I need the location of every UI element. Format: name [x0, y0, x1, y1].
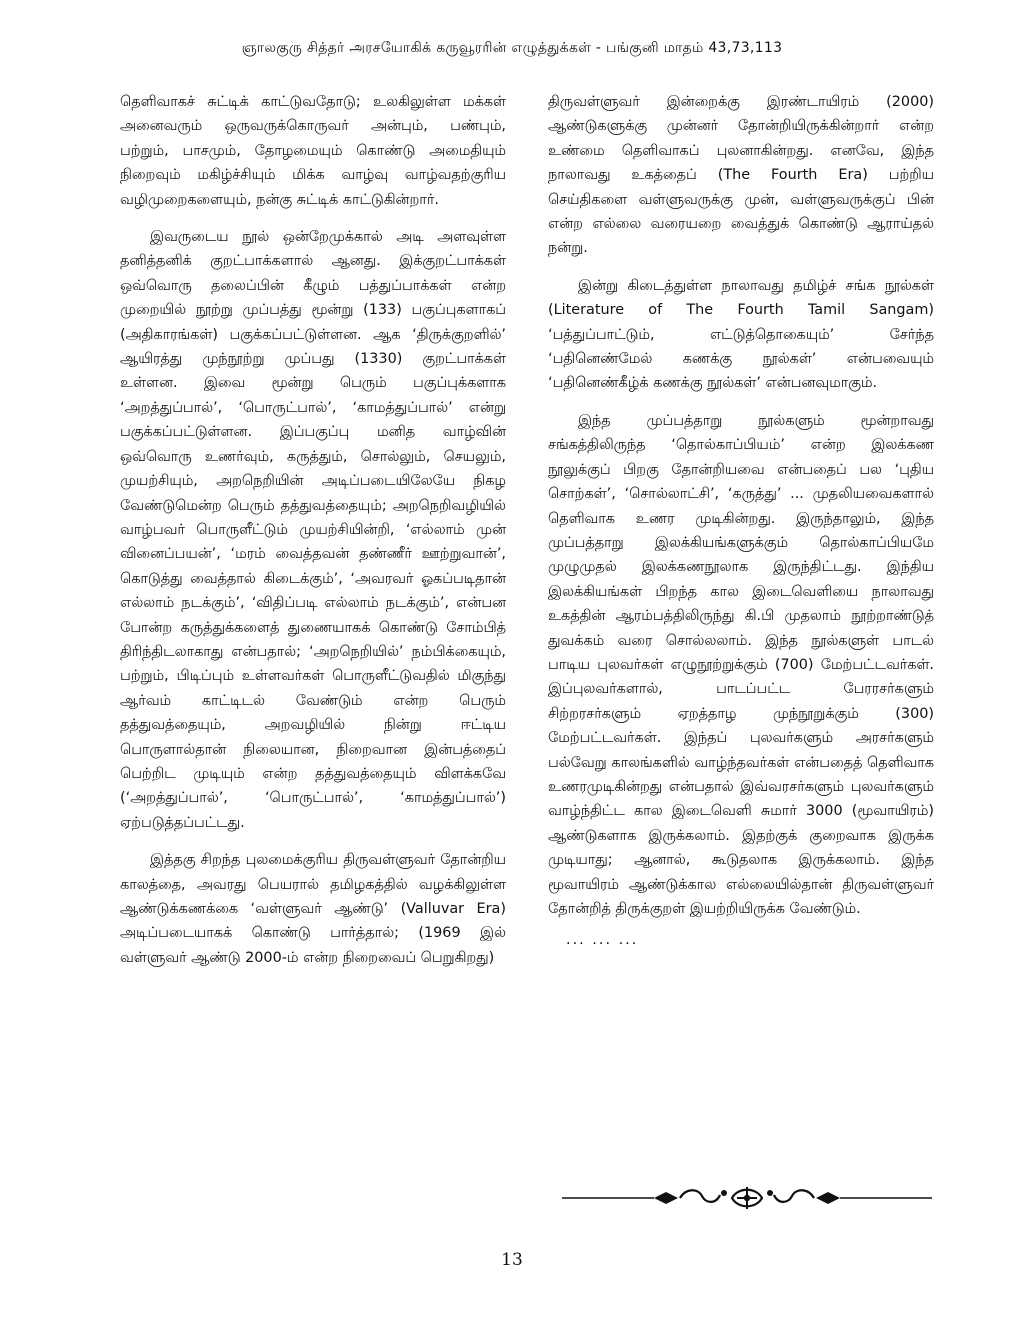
running-header: ஞாலகுரு சித்தர் அரசயோகிக் கருவூரரின் எழுத்துக்கள் - பங்குனி மாதம் 43,73,113: [241, 40, 783, 56]
paragraph: இந்த முப்பத்தாறு நூல்களும் மூன்றாவது சங்கத்திலிருந்த ‘தொல்காப்பியம்’ என்ற இலக்கண நூலுக்குப் பிறகு தோன்றியவை என்பதைப் பல ‘புதிய சொற்கள்’, ‘சொல்லாட்சி’, ‘கருத்து’ ... முதலியவைகளால் தெளிவாக உணர முடிகின்றது. இருந்தாலும், இந்த முப்பத்தாறு இலக்கியங்களுக்கும் தொல்காப்பியமே முழுமுதல் இலக்கணநூலாக இருந்திட்டது. இந்திய இலக்கியங்கள் பிறந்த கால இடைவெளியை நாலாவது உகத்தின் ஆரம்பத்திலிருந்து கி.பி முதலாம் நூற்றாண்டுத் துவக்கம் வரை சொல்லலாம். இந்த நூல்களுள் பாடல் பாடிய புலவர்கள் எழுநூற்றுக்கும் (700) மேற்பட்டவர்கள். இப்புலவர்களால், பாடப்பட்ட பேரரசர்களும் சிற்றரசர்களும் ஏறத்தாழ முந்நூறுக்கும் (300) மேற்பட்டவர்கள். இந்தப் புலவர்களும் அரசர்களும் பல்வேறு காலங்களில் வாழ்ந்தவர்கள் என்பதைத் தெளிவாக உணரமுடிகின்றது என்பதால் இவ்வரசர்களும் புலவர்களும் வாழ்ந்திட்ட கால இடைவெளி சுமார் 3000 (மூவாயிரம்) ஆண்டுகளாக இருக்கலாம். இதற்குக் குறைவாக இருக்க முடியாது; ஆனால், கூடுதலாக இருக்கலாம். இந்த மூவாயிரம் ஆண்டுக்கால எல்லையில்தான் திருவள்ளுவர் தோன்றித் திருக்குறள் இயற்றியிருக்க வேண்டும்.: [548, 412, 934, 917]
right-column: [548, 90, 934, 966]
paragraph: இன்று கிடைத்துள்ள நாலாவது தமிழ்ச் சங்க நூல்கள் (Literature of The Fourth Tamil Sangam) ‘பத்துப்பாட்டும், எட்டுத்தொகையும்’ சேர்ந்த ‘பதினெண்மேல் கணக்கு நூல்கள்’ என்பவையும் ‘பதினெண்கீழ்க் கணக்கு நூல்கள்’ என்பனவுமாகும்.: [548, 277, 934, 392]
left-column: [120, 90, 506, 983]
paragraph: திருவள்ளுவர் இன்றைக்கு இரண்டாயிரம் (2000) ஆண்டுகளுக்கு முன்னர் தோன்றியிருக்கின்றார் என்ற உண்மை தெளிவாகப் புலனாகின்றது. எனவே, இந்த நாலாவது உகத்தைப் (The Fourth Era) பற்றிய செய்திகளை வள்ளுவருக்கு முன், வள்ளுவருக்குப் பின் என்ற எல்லை வரையறை வைத்துக் கொண்டு ஆராய்தல் நன்று.: [548, 94, 934, 257]
ellipsis-line: ... ... ...: [566, 932, 639, 949]
paragraph: தெளிவாகச் சுட்டிக் காட்டுவதோடு; உலகிலுள்ள மக்கள் அனைவரும் ஒருவருக்கொருவர் அன்பும், பண்பும், பற்றும், பாசமும், தோழமையும் கொண்டு அமைதியும் நிறைவும் மகிழ்ச்சியும் மிக்க வாழ்வு வாழ்வதற்குரிய வழிமுறைகளையும், நன்கு சுட்டிக் காட்டுகின்றார்.: [120, 94, 506, 208]
paragraph: இவருடைய நூல் ஒன்றேமுக்கால் அடி அளவுள்ள தனித்தனிக் குறட்பாக்களால் ஆனது. இக்குறட்பாக்கள் ஒவ்வொரு தலைப்பின் கீழும் பத்துப்பாக்கள் என்ற முறையில் நூற்று முப்பத்து மூன்று (133) பகுப்புகளாகப் (அதிகாரங்கள்) பகுக்கப்பட்டுள்ளன. ஆக ‘திருக்குறளில்’ ஆயிரத்து முந்நூற்று முப்பது (1330) குறட்பாக்கள் உள்ளன. இவை மூன்று பெரும் பகுப்புக்களாக ‘அறத்துப்பால்’, ‘பொருட்பால்’, ‘காமத்துப்பால்’ என்று பகுக்கப்பட்டுள்ளன. இப்பகுப்பு மனித வாழ்வின் ஒவ்வொரு உணர்வும், கருத்தும், சொல்லும், செயலும், முயற்சியும், அறநெறியின் அடிப்படையிலேயே நிகழ வேண்டுமென்ற பெரும் தத்துவத்தையும்; அறநெறிவழியில் வாழ்பவர் பொருளீட்டும் முயற்சியின்றி, ‘எல்லாம் முன் வினைப்பயன்’, ‘மரம் வைத்தவன் தண்ணீர் ஊற்றுவான்’, கொடுத்து வைத்தால் கிடைக்கும்’, ‘அவரவர் ஓகப்படிதான் எல்லாம் நடக்கும்’, ‘விதிப்படி எல்லாம் நடக்கும்’, என்பன போன்ற கருத்துக்களைத் துணையாகக் கொண்டு சோம்பித் திரிந்திடலாகாது என்பதால்; ‘அறநெறியில்’ நம்பிக்கையும், பற்றும், பிடிப்பும் உள்ளவர்கள் பொருளீட்டுவதில் மிகுந்து ஆர்வம் காட்டிடல் வேண்டும் என்ற பெரும் தத்துவத்தையும், அறவழியில் நின்று ஈட்டிய பொருளால்தான் நிலையான, நிறைவான இன்பத்தைப் பெற்றிட முடியும் என்ற தத்துவத்தையும் விளக்கவே (‘அறத்துப்பால்’, ‘பொருட்பால்’, ‘காமத்துப்பால்’) ஏற்படுத்தப்பட்டது.: [120, 229, 506, 831]
page-number: 13: [501, 1250, 523, 1270]
ornament-divider-icon: [562, 1183, 932, 1213]
paragraph: இத்தகு சிறந்த புலமைக்குரிய திருவள்ளுவர் தோன்றிய காலத்தை, அவரது பெயரால் தமிழகத்தில் வழக்கிலுள்ள ஆண்டுக்கணக்கை ‘வள்ளுவர் ஆண்டு’ (Valluvar Era) அடிப்படையாகக் கொண்டு பார்த்தால்; (1969 இல் வள்ளுவர் ஆண்டு 2000-ம் என்ற நிறைவைப் பெறுகிறது): [120, 852, 506, 966]
